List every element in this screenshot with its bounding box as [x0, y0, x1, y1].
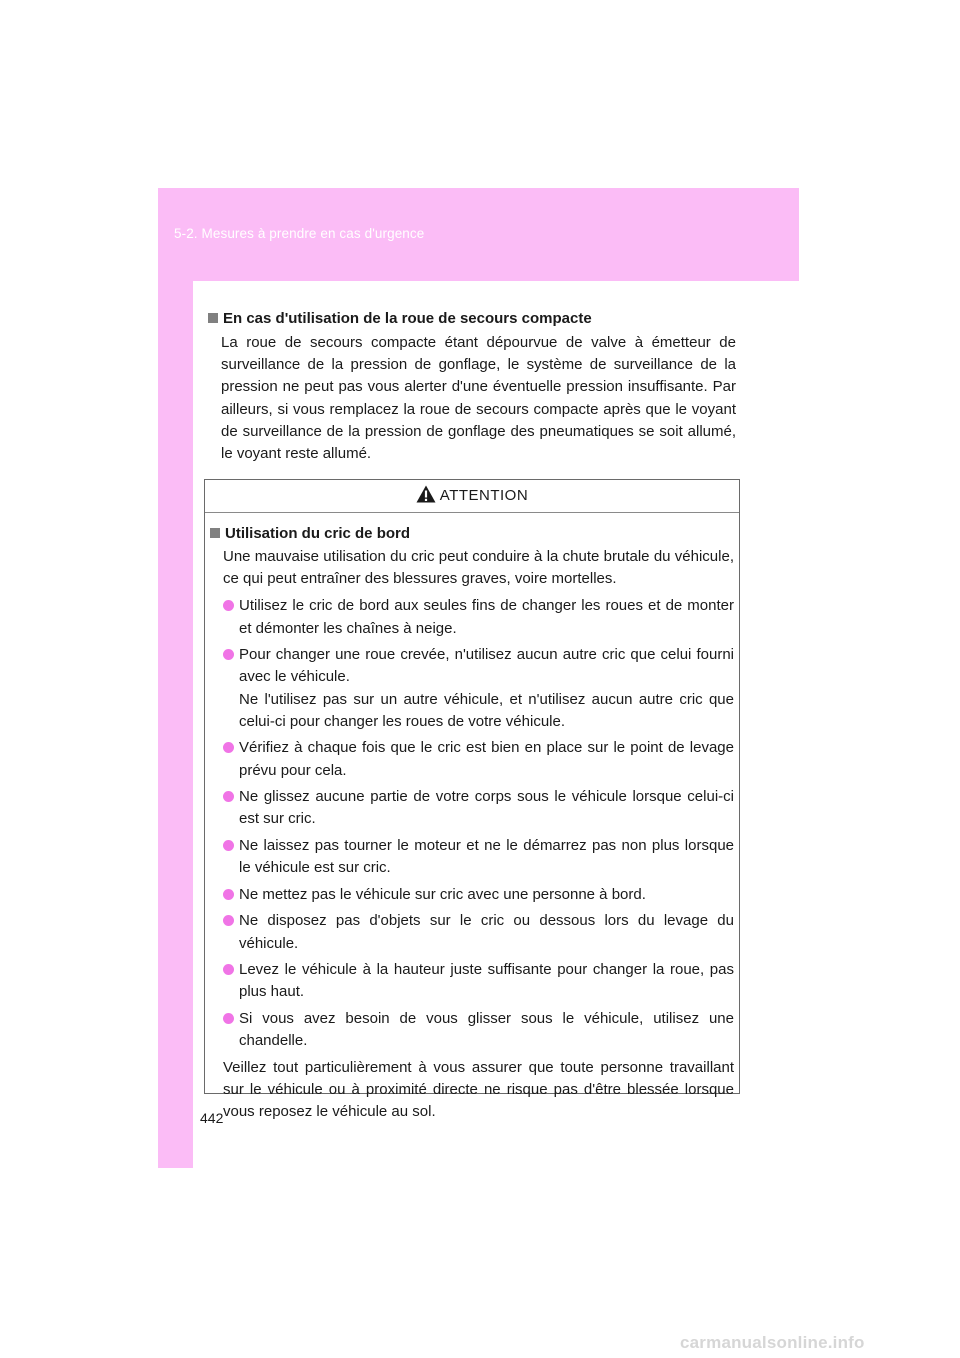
warning-triangle-icon — [416, 485, 436, 503]
spare-wheel-text: La roue de secours compacte étant dépourvue de valve à émetteur de surveillance de la pression de gonflage, le système de surveillance de la pression ne peut pas vous alerter d'une éventuelle pression insuffisante. Par ailleurs, si vous remplacez la roue de secours compacte après que le voyant de surveillance de la pression de gonflage des pneumatiques se soit allumé, le voyant reste allumé. — [221, 334, 736, 463]
spare-wheel-title: En cas d'utilisation de la roue de secours compacte — [223, 310, 592, 327]
list-item: Si vous avez besoin de vous glisser sous le véhicule, utilisez une chandelle. — [223, 1008, 734, 1052]
attention-header — [205, 480, 739, 513]
square-marker-icon — [208, 313, 218, 323]
list-item: Vérifiez à chaque fois que le cric est bien en place sur le point de levage prévu pour cela. — [223, 737, 734, 781]
jack-usage-heading — [210, 523, 734, 545]
page-number: 442 — [200, 1110, 224, 1126]
list-item: Utilisez le cric de bord aux seules fins de changer les roues et de monter et démonter les chaînes à neige. — [223, 595, 734, 639]
jack-usage-outro: Veillez tout particulièrement à vous assurer que toute personne travaillant sur le véhicule ou à proximité directe ne risque pas d'être blessée lorsque vous reposez le véhicule au sol. — [223, 1058, 734, 1121]
bullet-dot-icon — [223, 649, 234, 660]
list-item: Pour changer une roue crevée, n'utilisez aucun autre cric que celui fourni avec le véhicule. Ne l'utilisez pas sur un autre véhicule, et n'utilisez aucun autre cric que celui-ci pour changer les roues de votre véhicule. — [223, 644, 734, 733]
section-title: 5-2. Mesures à prendre en cas d'urgence — [174, 226, 425, 241]
attention-content — [205, 513, 739, 1123]
list-item: Levez le véhicule à la hauteur juste suffisante pour changer la roue, pas plus haut. — [223, 959, 734, 1003]
jack-usage-intro: Une mauvaise utilisation du cric peut conduire à la chute brutale du véhicule, ce qui peut entraîner des blessures graves, voire mortelles. — [223, 548, 734, 588]
list-item: Ne glissez aucune partie de votre corps sous le véhicule lorsque celui-ci est sur cric. — [223, 786, 734, 830]
attention-label: ATTENTION — [439, 487, 529, 505]
square-marker-icon — [210, 528, 220, 538]
list-item: Ne mettez pas le véhicule sur cric avec une personne à bord. — [223, 884, 734, 906]
spare-wheel-section — [208, 308, 736, 465]
bullet-dot-icon — [223, 889, 234, 900]
safety-bullet-list — [210, 595, 734, 1052]
list-item: Ne laissez pas tourner le moteur et ne le démarrez pas non plus lorsque le véhicule est sur cric. — [223, 835, 734, 879]
bullet-dot-icon — [223, 791, 234, 802]
bullet-dot-icon — [223, 742, 234, 753]
bullet-dot-icon — [223, 915, 234, 926]
spare-wheel-heading — [208, 308, 736, 330]
bullet-dot-icon — [223, 840, 234, 851]
bullet-dot-icon — [223, 600, 234, 611]
bullet-dot-icon — [223, 964, 234, 975]
side-margin-band — [158, 281, 193, 1168]
bullet-dot-icon — [223, 1013, 234, 1024]
list-item: Ne disposez pas d'objets sur le cric ou dessous lors du levage du véhicule. — [223, 910, 734, 954]
watermark: carmanualsonline.info — [680, 1333, 865, 1352]
jack-usage-title: Utilisation du cric de bord — [225, 525, 411, 542]
